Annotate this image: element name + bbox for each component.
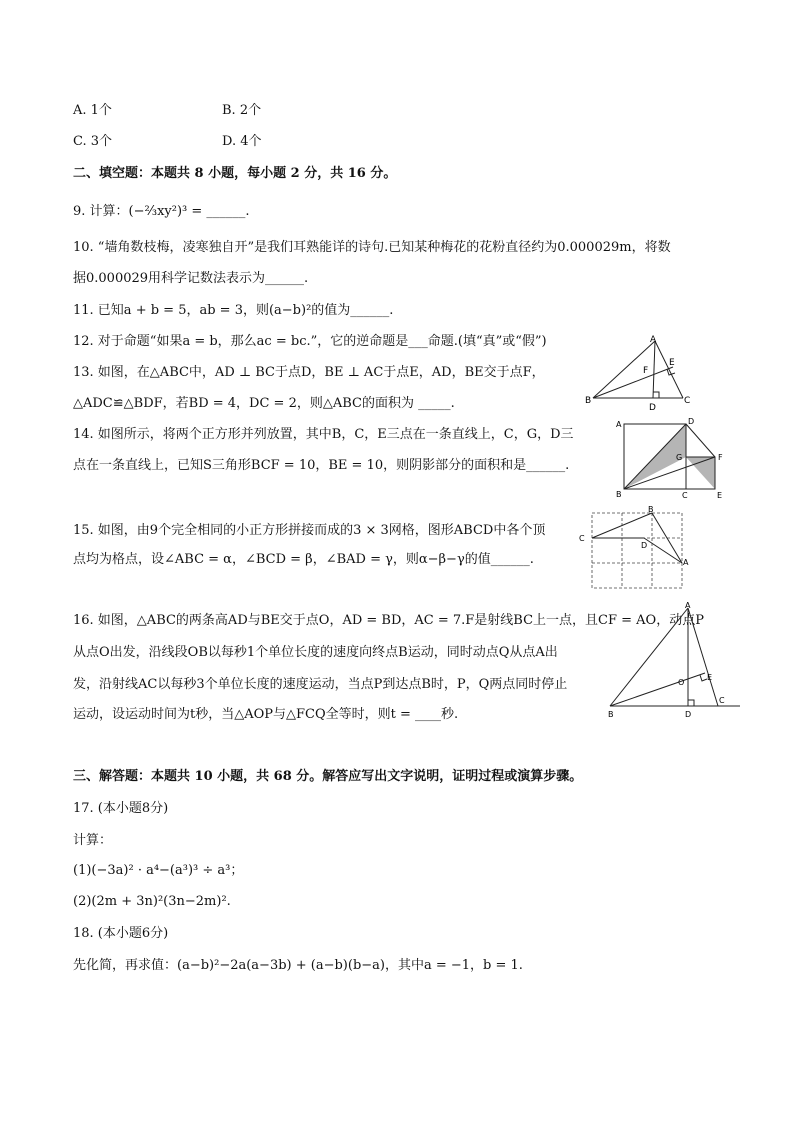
fig14-label-f: F	[718, 453, 723, 462]
question-16-line3: 发，沿射线AC以每秒3个单位长度的速度运动，当点P到达点B时，P，Q两点同时停止	[73, 677, 568, 692]
fig13-label-a: A	[650, 335, 657, 345]
question-10-line1: 10. “墙角数枝梅，凌寒独自开”是我们耳熟能详的诗句.已知某种梅花的花粉直径约为0.000029m，将数	[73, 240, 671, 255]
question-14-line2: 点在一条直线上，已知S三角形BCF = 10，BE = 10，则阴影部分的面积和是______.	[73, 458, 570, 473]
question-10-line2: 据0.000029用科学记数法表示为______.	[73, 271, 309, 286]
fig14-label-e: E	[717, 491, 723, 500]
question-11: 11. 已知a + b = 5，ab = 3，则(a−b)²的值为______.	[73, 303, 394, 318]
figure-15-grid	[575, 503, 687, 591]
question-9: 9. 计算：(−²⁄₃xy²)³ = ______.	[73, 204, 250, 219]
fig14-label-a: A	[616, 420, 622, 429]
fig13-label-c: C	[684, 396, 691, 406]
fig16-label-o: O	[678, 678, 685, 687]
question-18-text: 先化简，再求值：(a−b)²−2a(a−3b) + (a−b)(b−a)，其中a = −1，b = 1.	[73, 958, 523, 973]
fig14-label-b: B	[616, 490, 622, 499]
fig16-label-a: A	[685, 601, 691, 610]
question-13-line1: 13. 如图，在△ABC中，AD ⊥ BC于点D，BE ⊥ AC于点E，AD，BE交于点F，	[73, 365, 545, 380]
fig14-label-d: D	[688, 417, 695, 426]
question-17-heading: 17. (本小题8分)	[73, 801, 169, 816]
fig14-label-c: C	[682, 491, 688, 500]
fig15-label-d: D	[641, 541, 648, 550]
section-heading-fill-in: 二、填空题：本题共 8 小题，每小题 2 分，共 16 分。	[73, 166, 397, 181]
fig16-label-b: B	[608, 710, 614, 719]
question-15-line1: 15. 如图，由9个完全相同的小正方形拼接而成的3 × 3网格，图形ABCD中各个顶	[73, 523, 546, 538]
figure-16-triangle	[606, 603, 744, 719]
question-17-part1: (1)(−3a)² · a⁴−(a³)³ ÷ a³；	[73, 863, 244, 878]
fig13-label-e: E	[669, 358, 675, 368]
question-14-line1: 14. 如图所示，将两个正方形并列放置，其中B，C，E三点在一条直线上，C，G，D三	[73, 427, 574, 442]
fig13-label-f: F	[643, 366, 649, 376]
fig16-label-d: D	[685, 710, 692, 719]
fig13-label-b: B	[585, 396, 592, 406]
question-12: 12. 对于命题“如果a = b，那么ac = bc.”，它的逆命题是___命题.(填“真”或“假”)	[73, 334, 547, 349]
question-18-heading: 18. (本小题6分)	[73, 926, 169, 941]
question-17-part2: (2)(2m + 3n)²(3n−2m)².	[73, 894, 231, 909]
fig14-label-g: G	[676, 453, 683, 462]
fig15-label-c: C	[579, 534, 585, 543]
question-15-line2: 点均为格点，设∠ABC = α，∠BCD = β，∠BAD = γ，则α−β−γ的值______.	[73, 552, 534, 567]
question-17-instruction: 计算：	[73, 833, 113, 848]
fig15-label-b: B	[648, 505, 654, 514]
fig15-label-a: A	[683, 558, 689, 567]
figure-13-triangle	[583, 333, 693, 413]
fig16-label-c: C	[719, 696, 725, 705]
question-16-line1: 16. 如图，△ABC的两条高AD与BE交于点O，AD = BD，AC = 7.F是射线BC上一点，且CF = AO，动点P	[73, 613, 704, 628]
section-heading-solutions: 三、解答题：本题共 10 小题，共 68 分。解答应写出文字说明，证明过程或演算步骤。	[73, 769, 583, 784]
option-a: A. 1个	[73, 103, 112, 118]
question-16-line2: 从点O出发，沿线段OB以每秒1个单位长度的速度向终点B运动，同时动点Q从点A出	[73, 645, 558, 660]
question-16-line4: 运动，设运动时间为t秒，当△AOP与△FCQ全等时，则t = ____秒.	[73, 707, 459, 722]
question-13-line2: △ADC≌△BDF，若BD = 4，DC = 2，则△ABC的面积为 _____.	[73, 396, 455, 411]
fig16-label-e: E	[707, 673, 713, 682]
option-d: D. 4个	[222, 134, 262, 149]
option-b: B. 2个	[222, 103, 262, 118]
fig13-label-d: D	[649, 403, 656, 413]
figure-14-squares	[612, 415, 734, 501]
option-c: C. 3个	[73, 134, 113, 149]
